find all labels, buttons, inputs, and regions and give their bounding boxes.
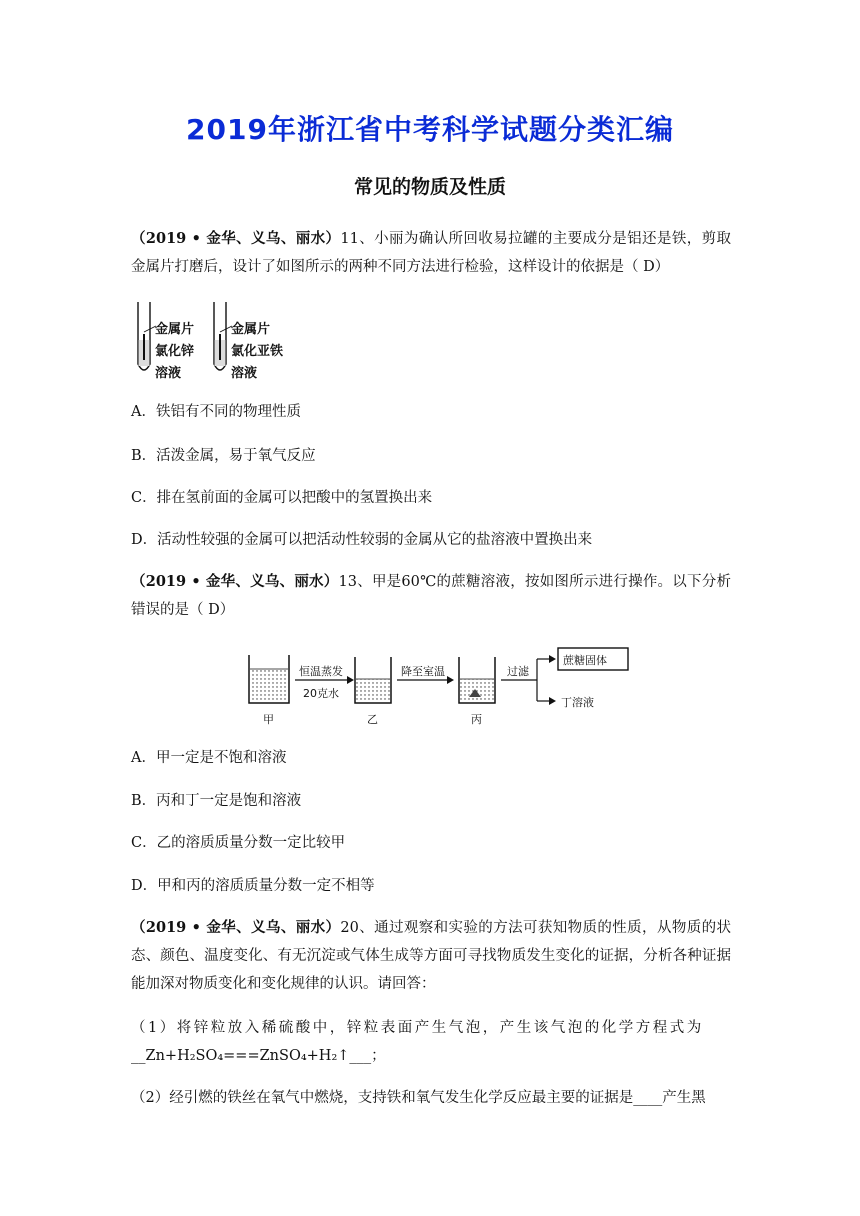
step2-label: 降至室温	[401, 665, 445, 678]
question-11	[131, 225, 731, 281]
beaker-label-yi: 乙	[367, 713, 378, 726]
beaker-label-bing: 丙	[471, 713, 482, 726]
tube1-label-2: 氯化锌	[155, 344, 195, 359]
beaker-label-jia: 甲	[263, 713, 274, 726]
q13-option-d: D．甲和丙的溶质质量分数一定不相等	[131, 878, 375, 894]
step1-label-top: 恒温蒸发	[299, 665, 343, 678]
tube2-label-3: 溶液	[231, 366, 258, 381]
step3-label: 过滤	[507, 665, 529, 678]
figure-test-tubes	[128, 298, 308, 380]
q13-option-c: C．乙的溶质质量分数一定比较甲	[131, 835, 346, 851]
question-text: 13、甲是60℃的蔗糖溶液，按如图所示进行操作。以下分析错误的是（ D）	[131, 574, 731, 618]
q20-part1-text: （1）将锌粒放入稀硫酸中，锌粒表面产生气泡，产生该气泡的化学方程式为	[131, 1020, 704, 1036]
output-solution-label: 丁溶液	[561, 696, 594, 709]
q20-part-2: （2）经引燃的铁丝在氧气中燃烧，支持铁和氧气发生化学反应最主要的证据是____产生黑	[131, 1090, 706, 1106]
q13-option-a: A．甲一定是不饱和溶液	[131, 750, 287, 766]
question-text: 20、通过观察和实验的方法可获知物质的性质，从物质的状态、颜色、温度变化、有无沉淀或气体生成等方面可寻找物质发生变化的证据，分析各种证据能加深对物质变化和变化规律的认识。请回答：	[131, 920, 731, 992]
q11-option-a: A．铁铝有不同的物理性质	[131, 404, 301, 420]
tube1-label-1: 金属片	[155, 322, 195, 337]
step1-label-bottom: 20克水	[303, 687, 339, 700]
question-20	[131, 914, 731, 998]
q11-option-b: B．活泼金属，易于氧气反应	[131, 448, 316, 464]
question-13	[131, 568, 731, 624]
figure-process	[243, 645, 633, 729]
question-source: （2019 • 金华、义乌、丽水）	[131, 573, 339, 590]
tube2-label-1: 金属片	[231, 322, 271, 337]
q13-option-b: B．丙和丁一定是饱和溶液	[131, 793, 302, 809]
page-title: 2019年浙江省中考科学试题分类汇编	[186, 113, 674, 146]
question-source: （2019 • 金华、义乌、丽水）	[131, 919, 341, 936]
question-source: （2019 • 金华、义乌、丽水）	[131, 230, 341, 247]
section-subtitle: 常见的物质及性质	[353, 176, 506, 198]
output-solid-label: 蔗糖固体	[563, 654, 607, 667]
tube2-label-2: 氯化亚铁	[231, 344, 284, 359]
tube1-label-3: 溶液	[155, 366, 182, 381]
q20-part-1	[131, 1014, 731, 1070]
q20-part1-answer: __Zn+H₂SO₄===ZnSO₄+H₂↑___；	[131, 1048, 386, 1064]
q11-option-c: C．排在氢前面的金属可以把酸中的氢置换出来	[131, 490, 433, 506]
q11-option-d: D．活动性较强的金属可以把活动性较弱的金属从它的盐溶液中置换出来	[131, 532, 593, 548]
question-text: 11、小丽为确认所回收易拉罐的主要成分是铝还是铁，剪取金属片打磨后，设计了如图所示的两种不同方法进行检验，这样设计的依据是（ D）	[131, 231, 731, 275]
